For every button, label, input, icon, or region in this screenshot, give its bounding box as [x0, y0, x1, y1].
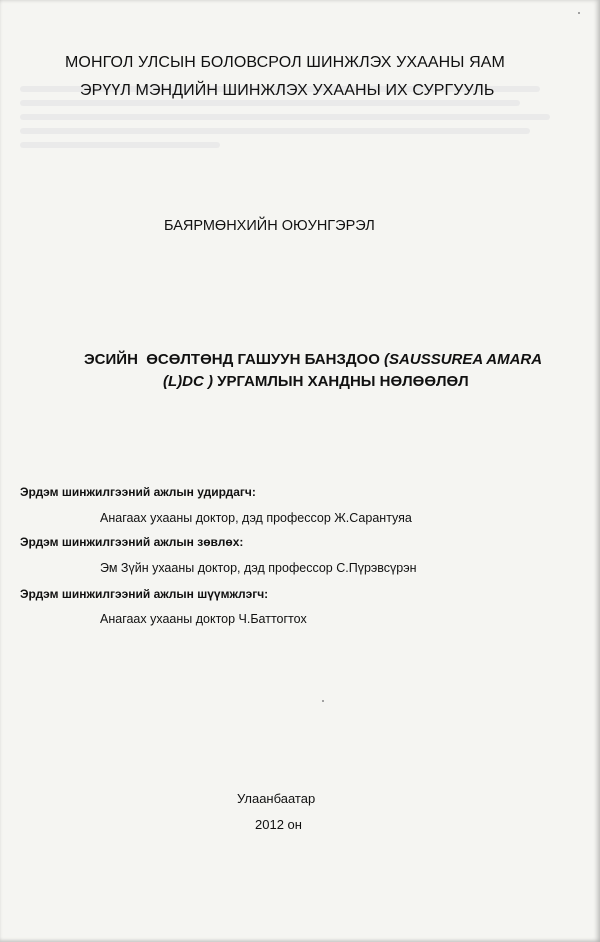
author-name: БАЯРМӨНХИЙН ОЮУНГЭРЭЛ — [164, 218, 375, 234]
reviewer-role-label: Эрдэм шинжилгээний ажлын шүүмжлэгч: — [20, 587, 269, 601]
paper-speck — [578, 12, 580, 14]
supervisor-role-label: Эрдэм шинжилгээний ажлын удирдагч: — [20, 485, 256, 499]
reviewer-name: Анагаах ухааны доктор Ч.Баттогтох — [100, 612, 307, 626]
university-heading: ЭРҮҮЛ МЭНДИЙН ШИНЖЛЭХ УХААНЫ ИХ СУРГУУЛЬ — [80, 82, 495, 99]
title-line-1-text: ЭСИЙН ӨСӨЛТӨНД ГАШУУН БАНЗДОО — [84, 351, 385, 368]
title-line-2-latin: (L)DC ) — [163, 373, 213, 390]
title-line-1-latin: (SAUSSUREA AMARA — [384, 351, 543, 368]
year-label: 2012 он — [255, 817, 302, 832]
supervisor-name: Анагаах ухааны доктор, дэд профессор Ж.Сарантуяа — [100, 511, 412, 525]
title-line-2-text: УРГАМЛЫН ХАНДНЫ НӨЛӨӨЛӨЛ — [212, 373, 469, 390]
advisor-role-label: Эрдэм шинжилгээний ажлын зөвлөх: — [20, 535, 244, 549]
ministry-heading: МОНГОЛ УЛСЫН БОЛОВСРОЛ ШИНЖЛЭХ УХААНЫ ЯАМ — [65, 54, 505, 71]
city-label: Улаанбаатар — [237, 791, 316, 806]
advisor-name: Эм Зүйн ухааны доктор, дэд профессор С.Пүрэвсүрэн — [100, 561, 417, 575]
thesis-title-line-2 — [163, 373, 469, 390]
paper-speck — [322, 700, 324, 702]
thesis-title-line-1 — [84, 351, 542, 368]
